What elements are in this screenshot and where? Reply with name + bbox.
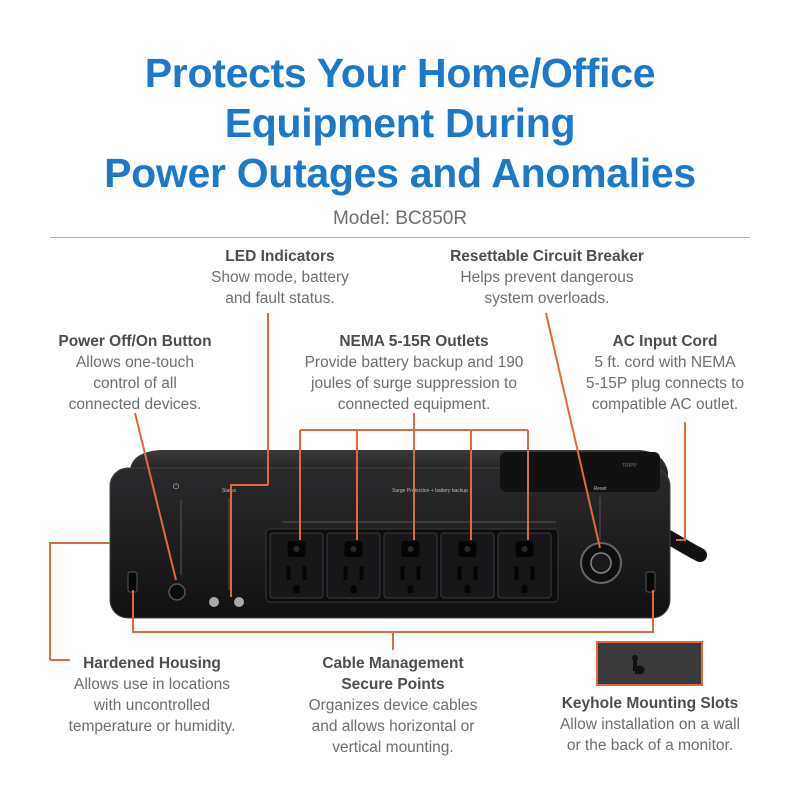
cable-slot-right: [646, 572, 655, 592]
callout-text: and fault status.: [225, 290, 335, 307]
callout-text: 5-15P plug connects to: [585, 375, 745, 392]
callout-title: Power Off/On Button: [58, 333, 212, 350]
callout-title: Cable Management: [322, 655, 464, 672]
callout-text: compatible AC outlet.: [591, 396, 739, 413]
callout-text: 5 ft. cord with NEMA: [594, 354, 736, 371]
callout-text: Allow installation on a wall: [559, 716, 741, 733]
callout-title: Hardened Housing: [83, 655, 221, 672]
callout-hardened-housing: [52, 653, 252, 737]
callout-text: with uncontrolled: [93, 697, 211, 714]
led-indicator-2: [234, 597, 244, 607]
model-number: Model: BC850R: [332, 208, 468, 229]
callout-keyhole-slots: [535, 693, 765, 756]
callout-title: Keyhole Mounting Slots: [561, 695, 739, 712]
callout-title: AC Input Cord: [612, 333, 718, 350]
callout-text: or the back of a monitor.: [566, 737, 734, 754]
callout-text: system overloads.: [484, 290, 610, 307]
callout-text: Helps prevent dangerous: [460, 269, 634, 286]
callout-title: NEMA 5-15R Outlets: [339, 333, 489, 350]
outlet-5: [498, 533, 551, 598]
reset-label: Reset: [593, 486, 607, 492]
callout-text: connected devices.: [68, 396, 202, 413]
callout-text: vertical mounting.: [332, 739, 454, 756]
outlet-2: [327, 533, 380, 598]
callout-cable-management: [288, 653, 498, 758]
callout-text: Allows one-touch: [75, 354, 195, 371]
brand-mark: TRIPP: [622, 463, 637, 469]
leader-ac: [676, 422, 685, 540]
callout-title: LED Indicators: [225, 248, 335, 265]
outlet-1: [270, 533, 323, 598]
callout-text: temperature or humidity.: [68, 718, 236, 735]
callout-circuit-breaker: [422, 246, 672, 309]
callout-text: Provide battery backup and 190: [304, 354, 524, 371]
headline-line-3: Power Outages and Anomalies: [104, 150, 696, 196]
callout-text: Allows use in locations: [74, 676, 230, 693]
panel-label: Surge Protection + battery backup: [392, 488, 468, 494]
callout-outlets: [284, 331, 544, 415]
leader-housing: [50, 543, 110, 660]
led-indicator-1: [209, 597, 219, 607]
power-symbol-icon: ⏻: [172, 482, 180, 491]
callout-title: Resettable Circuit Breaker: [450, 248, 644, 265]
callout-ac-input: [565, 331, 765, 415]
callout-text: joules of surge suppression to: [311, 375, 517, 392]
callout-title-2: Secure Points: [341, 676, 445, 693]
keyhole-inset: [597, 642, 702, 685]
callout-led-indicators: [180, 246, 380, 309]
callout-text: Organizes device cables: [308, 697, 478, 714]
callout-text: control of all: [93, 375, 177, 392]
callout-power-button: [40, 331, 230, 415]
callout-text: Show mode, battery: [211, 269, 349, 286]
outlet-4: [441, 533, 494, 598]
headline-line-1: Protects Your Home/Office: [144, 50, 656, 96]
headline-line-2: Equipment During: [224, 100, 576, 146]
outlet-3: [384, 533, 437, 598]
callout-text: and allows horizontal or: [311, 718, 475, 735]
callout-text: connected equipment.: [337, 396, 491, 413]
status-label: Status: [221, 488, 237, 494]
cable-slot-left: [128, 572, 137, 592]
power-button: [169, 584, 185, 600]
